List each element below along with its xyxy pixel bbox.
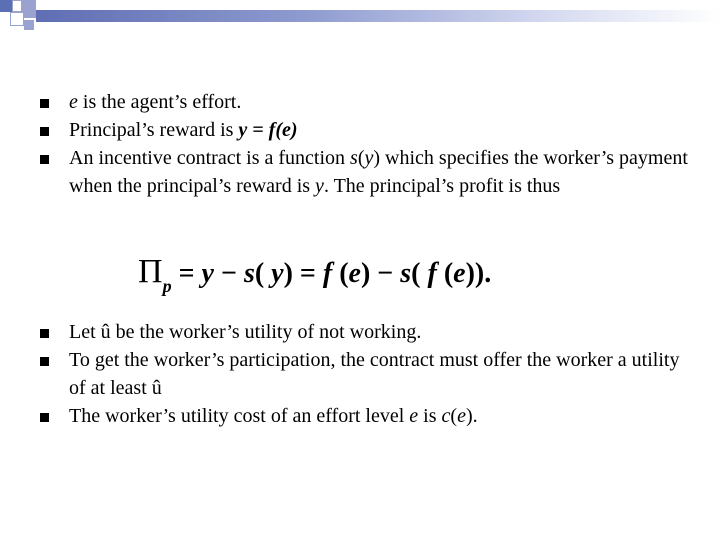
decor-square-1 bbox=[0, 0, 12, 12]
bullet-square-icon bbox=[40, 155, 49, 164]
bullet-text: ( bbox=[357, 147, 365, 169]
bullet-square-icon bbox=[40, 357, 49, 366]
formula-token: f bbox=[427, 258, 437, 289]
bullet-item bbox=[40, 318, 689, 346]
formula-token: ( bbox=[254, 258, 272, 289]
bullet-text: ) which specifies the worker’s payment when the principal’s reward is bbox=[69, 147, 688, 197]
bullet-item bbox=[40, 346, 689, 402]
bullet-item bbox=[40, 88, 689, 116]
formula-token: ( bbox=[411, 258, 428, 289]
formula-token: − bbox=[213, 258, 244, 289]
bullet-text: ( bbox=[450, 405, 458, 427]
bullet-square-icon bbox=[40, 413, 49, 422]
decor-square-5 bbox=[24, 20, 34, 30]
bullet-text: c bbox=[441, 405, 451, 427]
bullet-square-icon bbox=[40, 127, 49, 136]
formula-token: e bbox=[453, 258, 466, 289]
formula-token: e bbox=[348, 258, 361, 289]
bullet-text: e bbox=[69, 91, 78, 113]
formula-token: ( bbox=[436, 258, 454, 289]
bullet-list-bottom bbox=[40, 318, 689, 430]
formula-body bbox=[172, 258, 492, 289]
bullet-square-icon bbox=[40, 99, 49, 108]
bullet-item bbox=[40, 116, 689, 144]
bullet-text: Principal’s reward is bbox=[69, 119, 239, 141]
bullet-text: Let û be the worker’s utility of not working. bbox=[69, 321, 422, 343]
formula-token: = bbox=[171, 258, 202, 289]
bullet-text: e bbox=[457, 405, 466, 427]
formula-token: ( bbox=[332, 258, 349, 289]
formula-token: )). bbox=[465, 258, 492, 289]
bullet-text: To get the worker’s participation, the contract must offer the worker a utility of at least û bbox=[69, 349, 680, 399]
formula-token: y bbox=[271, 258, 284, 289]
formula-token: y bbox=[201, 258, 214, 289]
bullet-text: y bbox=[364, 147, 374, 169]
bullet-item bbox=[40, 402, 689, 430]
bullet-text: is the agent’s effort. bbox=[77, 91, 242, 113]
bullet-text: y bbox=[315, 175, 324, 197]
header-gradient-band bbox=[36, 10, 720, 22]
formula-token: s bbox=[400, 258, 412, 289]
decor-square-2 bbox=[12, 0, 22, 12]
bullet-text: An incentive contract is a function bbox=[69, 147, 351, 169]
bullet-text: y = f(e) bbox=[238, 119, 298, 141]
profit-formula bbox=[138, 252, 568, 302]
bullet-text: s bbox=[350, 147, 358, 169]
decor-square-4 bbox=[10, 12, 24, 26]
bullet-text: e bbox=[409, 405, 419, 427]
formula-subscript: p bbox=[162, 276, 172, 296]
bullet-text: ). bbox=[465, 405, 478, 427]
bullet-list-top bbox=[40, 88, 689, 200]
formula-token: s bbox=[243, 258, 255, 289]
bullet-text: is bbox=[418, 405, 442, 427]
formula-token: f bbox=[322, 258, 333, 289]
bullet-square-icon bbox=[40, 329, 49, 338]
bullet-item bbox=[40, 144, 689, 200]
bullet-text: The worker’s utility cost of an effort level bbox=[69, 405, 410, 427]
decor-square-3 bbox=[22, 0, 36, 18]
formula-token: ) − bbox=[360, 258, 401, 289]
bullet-text: . The principal’s profit is thus bbox=[323, 175, 561, 197]
formula-token: ) = bbox=[283, 258, 323, 289]
formula-pi-symbol: Π bbox=[138, 253, 163, 290]
